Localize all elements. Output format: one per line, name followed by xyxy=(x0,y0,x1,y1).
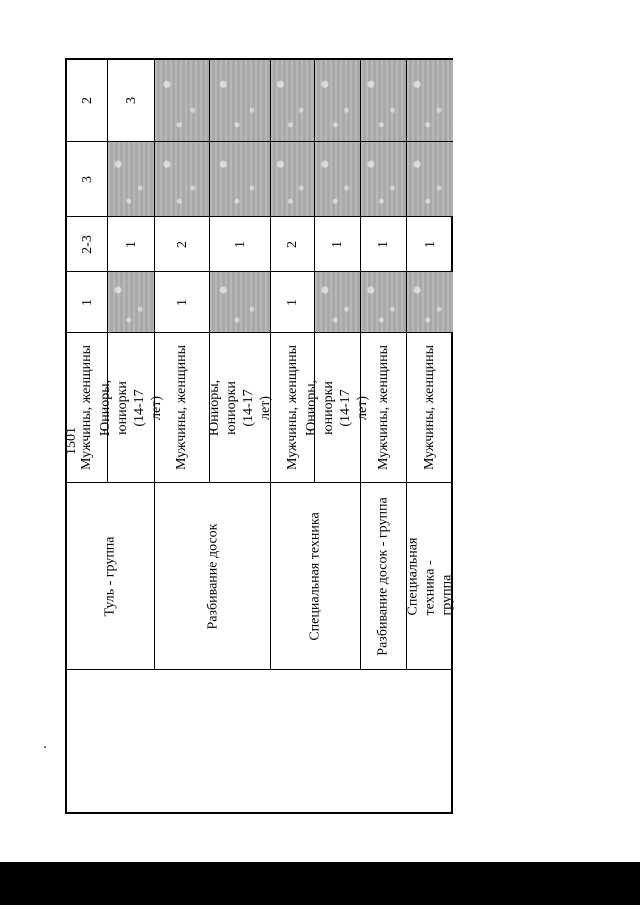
category-cell: Мужчины, женщины xyxy=(155,333,210,483)
value-cell: 1 xyxy=(315,217,361,272)
value-cell: 2-3 xyxy=(67,217,108,272)
value-cell: 1 xyxy=(67,272,108,333)
value-cell: 1 xyxy=(210,217,271,272)
category-cell: Юниоры, юниорки (14-17 лет) xyxy=(315,333,361,483)
empty-column xyxy=(67,670,453,814)
value-cell: 1 xyxy=(407,217,453,272)
value-cell: 3 xyxy=(108,60,155,142)
discipline-cell: Специальная техника xyxy=(271,483,361,670)
discipline-cell: Туль - группа xyxy=(67,483,155,670)
shaded-cell xyxy=(315,272,361,333)
shaded-cell xyxy=(155,60,210,142)
shaded-cell xyxy=(361,272,407,333)
shaded-cell xyxy=(361,142,407,217)
value-cell: 2 xyxy=(271,217,315,272)
discipline-cell: Разбивание досок - группа xyxy=(361,483,407,670)
value-cell: 1 xyxy=(361,217,407,272)
value-cell: 2 xyxy=(155,217,210,272)
shaded-cell xyxy=(155,142,210,217)
discipline-cell: Разбивание досок xyxy=(155,483,271,670)
shaded-cell xyxy=(271,60,315,142)
shaded-cell xyxy=(210,142,271,217)
category-cell: Мужчины, женщины xyxy=(271,333,315,483)
shaded-cell xyxy=(210,272,271,333)
value-cell: 2 xyxy=(67,60,108,142)
shaded-cell xyxy=(315,142,361,217)
shaded-cell xyxy=(271,142,315,217)
shaded-cell xyxy=(210,60,271,142)
category-cell: Мужчины, женщины xyxy=(361,333,407,483)
shaded-cell xyxy=(315,60,361,142)
value-cell: 3 xyxy=(67,142,108,217)
value-cell: 1 xyxy=(271,272,315,333)
category-cell: Мужчины, женщины xyxy=(67,333,108,483)
competition-table xyxy=(65,58,453,814)
value-cell: 1 xyxy=(108,217,155,272)
discipline-cell: Специальная техника - группа xyxy=(407,483,453,670)
category-cell: Юниоры, юниорки (14-17 лет) xyxy=(108,333,155,483)
value-cell: 1 xyxy=(155,272,210,333)
shaded-cell xyxy=(407,142,453,217)
category-cell: Мужчины, женщины xyxy=(407,333,453,483)
category-cell: Юниоры, юниорки (14-17 лет) xyxy=(210,333,271,483)
shaded-cell xyxy=(361,60,407,142)
shaded-cell xyxy=(108,272,155,333)
shaded-cell xyxy=(407,60,453,142)
shaded-cell xyxy=(407,272,453,333)
scan-speck xyxy=(44,746,46,748)
shaded-cell xyxy=(108,142,155,217)
page-number: 1501 xyxy=(64,427,79,455)
